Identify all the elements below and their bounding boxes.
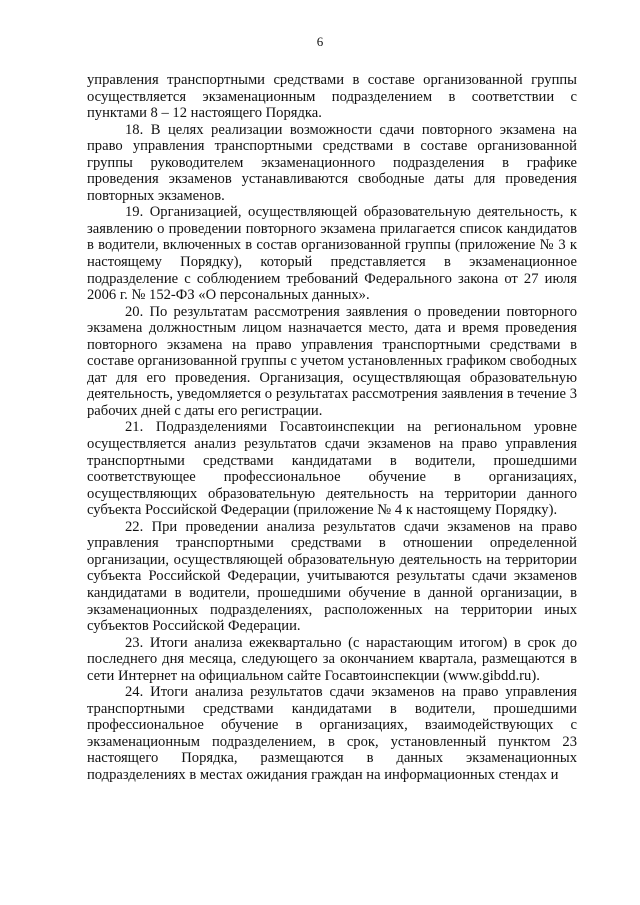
paragraph-continuation: управления транспортными средствами в составе организованной группы осуществляется экзаменационным подразделением в соответствии с пунктами 8 – 12 настоящего Порядка.	[87, 72, 577, 122]
paragraph-19: 19. Организацией, осуществляющей образовательную деятельность, к заявлению о проведении повторного экзамена прилагается список кандидатов в водители, включенных в состав организованной группы (приложение № 3 к настоящему Порядку), который представляется в экзаменационное подразделение с соблюдением требований Федерального закона от 27 июля 2006 г. № 152-ФЗ «О персональных данных».	[87, 204, 577, 304]
paragraph-24: 24. Итоги анализа результатов сдачи экзаменов на право управления транспортными средствами кандидатами в водители, прошедшими профессиональное обучение в организациях, взаимодействующих с экзаменационным подразделением, в срок, установленный пунктом 23 настоящего Порядка, размещаются в данных экзаменационных подразделениях в местах ожидания граждан на информационных стендах и	[87, 684, 577, 783]
paragraph-23: 23. Итоги анализа ежеквартально (с нарастающим итогом) в срок до последнего дня месяца, следующего за окончанием квартала, размещаются в сети Интернет на официальном сайте Госавтоинспекции (www.gibdd.ru).	[87, 634, 577, 684]
page-number: 6	[316, 34, 324, 49]
document-body	[87, 72, 577, 784]
paragraph-18: 18. В целях реализации возможности сдачи повторного экзамена на право управления транспортными средствами в составе организованной группы руководителем экзаменационного подразделения в графике проведения экзаменов устанавливаются свободные даты для проведения повторных экзаменов.	[87, 121, 577, 204]
paragraph-21: 21. Подразделениями Госавтоинспекции на региональном уровне осуществляется анализ результатов сдачи экзаменов на право управления транспортными средствами кандидатами в водители, прошедшими соответствующее профессиональное обучение в организациях, осуществляющих образовательную деятельность на территории данного субъекта Российской Федерации (приложение № 4 к настоящему Порядку).	[87, 419, 577, 519]
paragraph-20: 20. По результатам рассмотрения заявления о проведении повторного экзамена должностным лицом назначается место, дата и время проведения повторного экзамена на право управления транспортными средствами в составе организованной группы с учетом установленных графиком свободных дат для его проведения. Организация, осуществляющая образовательную деятельность, уведомляется о результатах рассмотрения заявления в течение 3 рабочих дней с даты его регистрации.	[87, 303, 577, 419]
paragraph-22: 22. При проведении анализа результатов сдачи экзаменов на право управления транспортными средствами в отношении определенной организации, осуществляющей образовательную деятельность на территории субъекта Российской Федерации, учитываются результаты сдачи экзаменов кандидатами в водители, прошедшими обучение в данной организации, в экзаменационных подразделениях, расположенных на территории иных субъектов Российской Федерации.	[87, 518, 577, 635]
